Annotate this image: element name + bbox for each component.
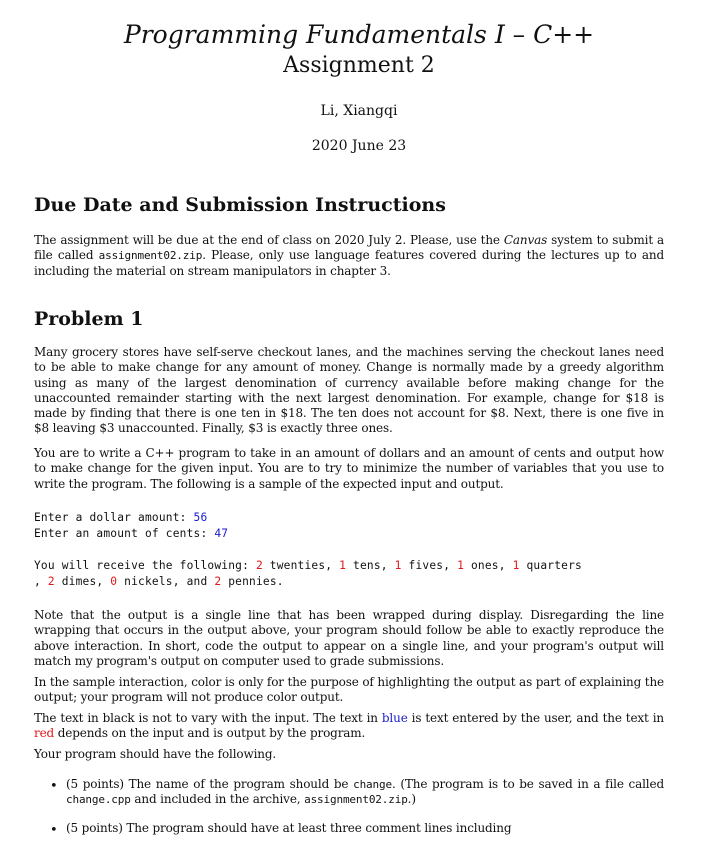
- problem-paragraph-5: [34, 711, 664, 742]
- document-title: Programming Fundamentals I – C++: [123, 20, 595, 49]
- cpp-filename: change.cpp: [66, 793, 131, 807]
- problem-1-heading: Problem 1: [34, 308, 144, 330]
- zip-filename: assignment02.zip: [98, 249, 203, 263]
- text-run: depends on the input and is output by the program.: [54, 726, 366, 741]
- bullet-item-1: [66, 777, 664, 808]
- prompt-text: Enter an amount of cents:: [34, 527, 215, 540]
- text-run: The text in black is not to vary with the input. The text in: [34, 711, 382, 725]
- text-run: system to submit a file called: [34, 233, 664, 263]
- problem-paragraph-2: You are to write a C++ program to take in an amount of dollars and an amount of cents and output how to make change for the given input. You are to try to minimize the number of variables that you use to write the program. The following is a sample of the expected input and output.: [34, 446, 664, 491]
- output-text: tens,: [346, 559, 395, 572]
- bullet-icon: •: [50, 823, 58, 838]
- output-text: nickels, and: [117, 575, 215, 588]
- text-run: and included in the archive,: [130, 792, 305, 807]
- output-text: pennies.: [221, 575, 284, 588]
- sample-output-line-1: [34, 558, 582, 573]
- document-subtitle: Assignment 2: [283, 53, 435, 78]
- bullet-item-2: (5 points) The program should have at least three comment lines including: [66, 821, 512, 835]
- output-text: You will receive the following:: [34, 559, 256, 572]
- bullet-icon: •: [50, 779, 58, 794]
- text-run: The assignment will be due at the end of class on 2020 July 2. Please, use the: [34, 233, 504, 247]
- blue-word: blue: [381, 711, 408, 725]
- program-name: change: [353, 778, 392, 791]
- output-value: 2: [214, 575, 222, 588]
- red-word: red: [34, 726, 55, 741]
- user-input-value: 47: [214, 527, 229, 540]
- output-value: 1: [394, 559, 402, 572]
- output-text: twenties,: [262, 559, 340, 572]
- text-run: . Please, only use language features covered during the lectures up to and including the material on stream manipulators in chapter 3.: [34, 248, 664, 278]
- author-name: Li, Xiangqi: [320, 103, 398, 119]
- text-run: is text entered by the user, and the text in: [407, 711, 664, 725]
- problem-paragraph-6: Your program should have the following.: [34, 747, 277, 761]
- prompt-text: Enter a dollar amount:: [34, 511, 194, 524]
- output-text: ones,: [464, 559, 513, 572]
- output-value: 2: [47, 575, 55, 588]
- sample-output-line-2: [34, 574, 284, 589]
- output-text: quarters: [519, 559, 582, 572]
- user-input-value: 56: [193, 511, 208, 524]
- output-value: 2: [255, 559, 263, 572]
- output-value: 1: [457, 559, 465, 572]
- output-value: 0: [110, 575, 118, 588]
- problem-paragraph-4: In the sample interaction, color is only for the purpose of highlighting the output as part of explaining the output; your program will not produce color output.: [34, 675, 664, 705]
- canvas-emphasis: Canvas: [503, 233, 548, 247]
- output-text: dimes,: [54, 575, 111, 588]
- problem-paragraph-3: Note that the output is a single line that has been wrapped during display. Disregarding the line wrapping that occurs in the output above, your program should follow be able to exactly reproduce the above interaction. In short, code the output to appear on a single line, and your program's output will match my program's output on computer used to grade submissions.: [34, 608, 664, 668]
- text-run: . (The program is to be saved in a file called: [391, 777, 664, 791]
- output-text: ,: [34, 575, 48, 588]
- document-date: 2020 June 23: [311, 138, 407, 154]
- text-run: (5 points) The name of the program should be: [66, 777, 354, 791]
- sample-line-cents: [34, 526, 228, 541]
- text-run: .): [407, 792, 416, 807]
- sample-line-dollars: [34, 510, 207, 525]
- problem-paragraph-1: Many grocery stores have self-serve checkout lanes, and the machines serving the checkout lanes need to be able to make change for any amount of money. Change is normally made by a greedy algorithm using as many of the largest denomination of currency available before making change for the unaccounted remainder starting with the next largest denomination. For example, change for $18 is made by finding that there is one ten in $18. The ten does not account for $8. Next, there is one five in $8 leaving $3 unaccounted. Finally, $3 is exactly three ones.: [34, 345, 664, 436]
- output-value: 1: [512, 559, 520, 572]
- output-text: fives,: [401, 559, 458, 572]
- output-value: 1: [339, 559, 347, 572]
- zip-filename: assignment02.zip: [304, 793, 408, 807]
- due-date-heading: Due Date and Submission Instructions: [34, 194, 446, 216]
- due-date-paragraph: [34, 233, 664, 279]
